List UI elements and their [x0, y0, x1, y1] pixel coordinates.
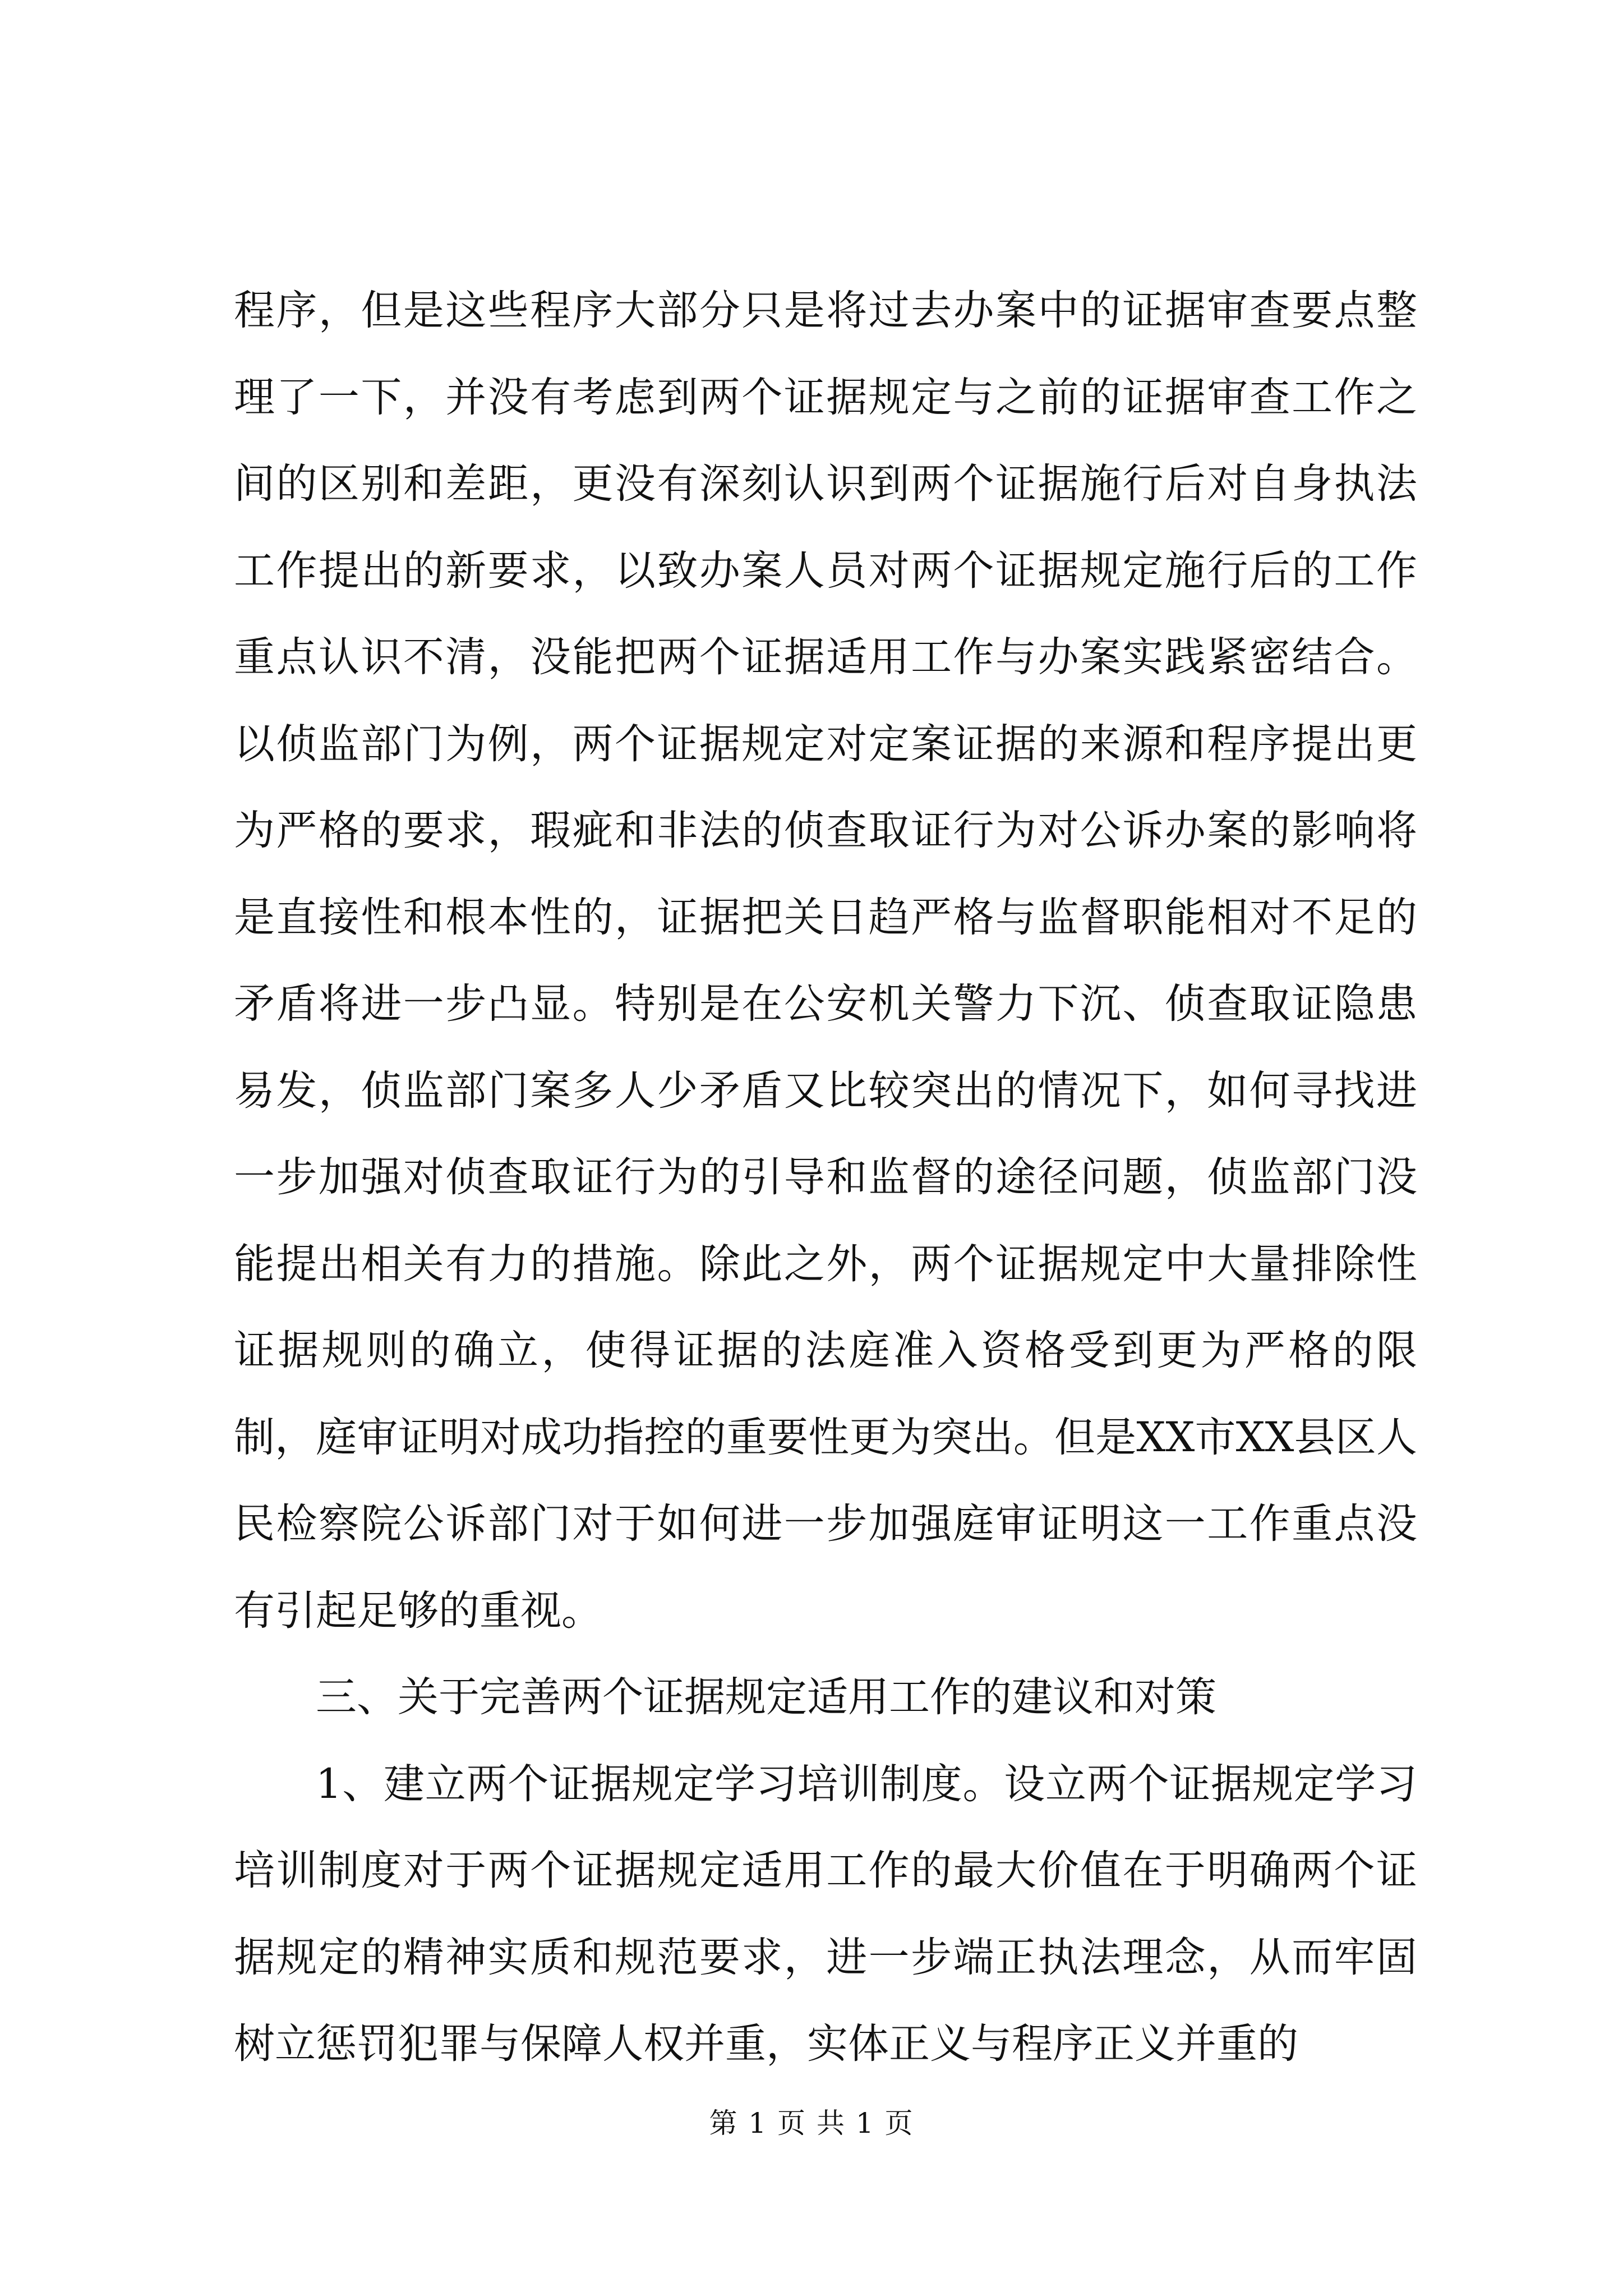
paragraph-item-1: 1、建立两个证据规定学习培训制度。设立两个证据规定学习培训制度对于两个证据规定适用工作的最大价值在于明确两个证据规定的精神实质和规范要求，进一步端正执法理念，从而牢固树立惩罚犯罪与保障人权并重，实体正义与程序正义并重的	[234, 1760, 1417, 2068]
page-footer: 第 1 页 共 1 页	[709, 2107, 914, 2139]
document-body	[234, 268, 1417, 2088]
section-heading: 三、关于完善两个证据规定适用工作的建议和对策	[316, 1673, 1216, 1721]
paragraph-continuation: 程序，但是这些程序大部分只是将过去办案中的证据审查要点整理了一下，并没有考虑到两个证据规定与之前的证据审查工作之间的区别和差距，更没有深刻认识到两个证据施行后对自身执法工作提出的新要求，以致办案人员对两个证据规定施行后的工作重点认识不清，没能把两个证据适用工作与办案实践紧密结合。以侦监部门为例，两个证据规定对定案证据的来源和程序提出更为严格的要求，瑕疵和非法的侦查取证行为对公诉办案的影响将是直接性和根本性的，证据把关日趋严格与监督职能相对不足的矛盾将进一步凸显。特别是在公安机关警力下沉、侦查取证隐患易发，侦监部门案多人少矛盾又比较突出的情况下，如何寻找进一步加强对侦查取证行为的引导和监督的途径问题，侦监部门没能提出相关有力的措施。除此之外，两个证据规定中大量排除性证据规则的确立，使得证据的法庭准入资格受到更为严格的限制，庭审证明对成功指控的重要性更为突出。但是XX市XX县区人民检察院公诉部门对于如何进一步加强庭审证明这一工作重点没有引起足够的重视。	[234, 287, 1417, 1635]
